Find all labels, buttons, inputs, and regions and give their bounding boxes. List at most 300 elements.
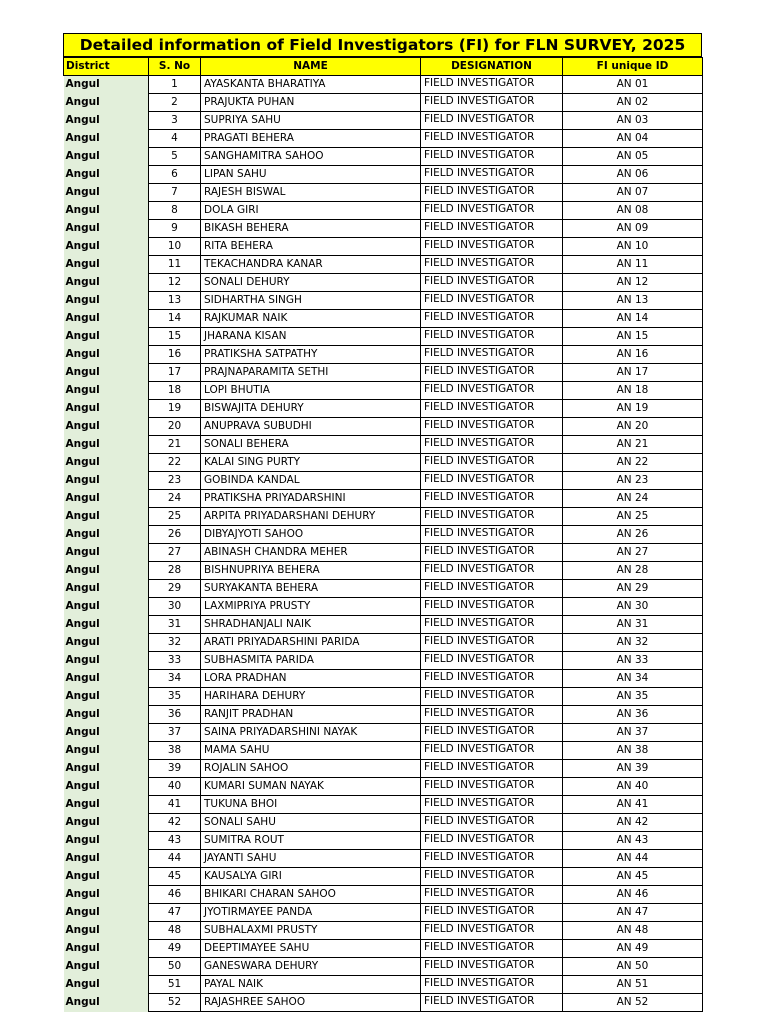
district-cell[interactable]: Angul: [64, 202, 149, 220]
name-cell[interactable]: SUPRIYA SAHU: [201, 112, 421, 130]
fi-id-cell[interactable]: AN 50: [563, 958, 703, 976]
district-cell[interactable]: Angul: [64, 616, 149, 634]
name-cell[interactable]: SAINA PRIYADARSHINI NAYAK: [201, 724, 421, 742]
fi-id-cell[interactable]: AN 22: [563, 454, 703, 472]
district-cell[interactable]: Angul: [64, 850, 149, 868]
fi-id-cell[interactable]: AN 51: [563, 976, 703, 994]
district-cell[interactable]: Angul: [64, 310, 149, 328]
name-cell[interactable]: ROJALIN SAHOO: [201, 760, 421, 778]
designation-cell[interactable]: FIELD INVESTIGATOR: [421, 760, 563, 778]
designation-cell[interactable]: FIELD INVESTIGATOR: [421, 220, 563, 238]
investigators-table: [63, 57, 703, 1012]
district-cell[interactable]: Angul: [64, 886, 149, 904]
designation-cell[interactable]: FIELD INVESTIGATOR: [421, 184, 563, 202]
sno-cell[interactable]: 49: [149, 940, 201, 958]
sno-cell[interactable]: 42: [149, 814, 201, 832]
table-row: [64, 220, 703, 238]
designation-cell[interactable]: FIELD INVESTIGATOR: [421, 544, 563, 562]
district-cell[interactable]: Angul: [64, 346, 149, 364]
district-cell[interactable]: Angul: [64, 994, 149, 1012]
designation-cell[interactable]: FIELD INVESTIGATOR: [421, 796, 563, 814]
sno-cell[interactable]: 14: [149, 310, 201, 328]
fi-id-cell[interactable]: AN 21: [563, 436, 703, 454]
designation-cell[interactable]: FIELD INVESTIGATOR: [421, 436, 563, 454]
name-cell[interactable]: KUMARI SUMAN NAYAK: [201, 778, 421, 796]
fi-id-cell[interactable]: AN 32: [563, 634, 703, 652]
table-row: [64, 166, 703, 184]
fi-id-cell[interactable]: AN 02: [563, 94, 703, 112]
table-row: [64, 508, 703, 526]
designation-cell[interactable]: FIELD INVESTIGATOR: [421, 130, 563, 148]
sno-cell[interactable]: 10: [149, 238, 201, 256]
district-cell[interactable]: Angul: [64, 472, 149, 490]
sno-cell[interactable]: 43: [149, 832, 201, 850]
designation-cell[interactable]: FIELD INVESTIGATOR: [421, 526, 563, 544]
header-district[interactable]: District: [64, 58, 149, 76]
sno-cell[interactable]: 12: [149, 274, 201, 292]
name-cell[interactable]: DIBYAJYOTI SAHOO: [201, 526, 421, 544]
district-cell[interactable]: Angul: [64, 832, 149, 850]
name-cell[interactable]: GOBINDA KANDAL: [201, 472, 421, 490]
district-cell[interactable]: Angul: [64, 508, 149, 526]
name-cell[interactable]: BISWAJITA DEHURY: [201, 400, 421, 418]
designation-cell[interactable]: FIELD INVESTIGATOR: [421, 652, 563, 670]
name-cell[interactable]: PRAJUKTA PUHAN: [201, 94, 421, 112]
district-cell[interactable]: Angul: [64, 274, 149, 292]
table-row: [64, 418, 703, 436]
district-cell[interactable]: Angul: [64, 562, 149, 580]
fi-id-cell[interactable]: AN 13: [563, 292, 703, 310]
fi-id-cell[interactable]: AN 45: [563, 868, 703, 886]
designation-cell[interactable]: FIELD INVESTIGATOR: [421, 940, 563, 958]
designation-cell[interactable]: FIELD INVESTIGATOR: [421, 868, 563, 886]
district-cell[interactable]: Angul: [64, 742, 149, 760]
sno-cell[interactable]: 1: [149, 76, 201, 94]
designation-cell[interactable]: FIELD INVESTIGATOR: [421, 454, 563, 472]
name-cell[interactable]: JYOTIRMAYEE PANDA: [201, 904, 421, 922]
district-cell[interactable]: Angul: [64, 292, 149, 310]
designation-cell[interactable]: FIELD INVESTIGATOR: [421, 922, 563, 940]
table-row: [64, 490, 703, 508]
name-cell[interactable]: ABINASH CHANDRA MEHER: [201, 544, 421, 562]
sno-cell[interactable]: 21: [149, 436, 201, 454]
table-row: [64, 526, 703, 544]
sno-cell[interactable]: 27: [149, 544, 201, 562]
sno-cell[interactable]: 29: [149, 580, 201, 598]
name-cell[interactable]: RITA BEHERA: [201, 238, 421, 256]
district-cell[interactable]: Angul: [64, 976, 149, 994]
table-row: [64, 868, 703, 886]
sno-cell[interactable]: 35: [149, 688, 201, 706]
sno-cell[interactable]: 17: [149, 364, 201, 382]
name-cell[interactable]: TUKUNA BHOI: [201, 796, 421, 814]
fi-id-cell[interactable]: AN 49: [563, 940, 703, 958]
fi-id-cell[interactable]: AN 01: [563, 76, 703, 94]
fi-id-cell[interactable]: AN 39: [563, 760, 703, 778]
designation-cell[interactable]: FIELD INVESTIGATOR: [421, 958, 563, 976]
sno-cell[interactable]: 36: [149, 706, 201, 724]
fi-id-cell[interactable]: AN 23: [563, 472, 703, 490]
fi-id-cell[interactable]: AN 11: [563, 256, 703, 274]
sno-cell[interactable]: 40: [149, 778, 201, 796]
spreadsheet: [63, 33, 702, 1012]
fi-id-cell[interactable]: AN 41: [563, 796, 703, 814]
designation-cell[interactable]: FIELD INVESTIGATOR: [421, 256, 563, 274]
district-cell[interactable]: Angul: [64, 544, 149, 562]
sno-cell[interactable]: 37: [149, 724, 201, 742]
sno-cell[interactable]: 4: [149, 130, 201, 148]
name-cell[interactable]: SANGHAMITRA SAHOO: [201, 148, 421, 166]
table-row: [64, 922, 703, 940]
district-cell[interactable]: Angul: [64, 670, 149, 688]
fi-id-cell[interactable]: AN 07: [563, 184, 703, 202]
sno-cell[interactable]: 30: [149, 598, 201, 616]
fi-id-cell[interactable]: AN 09: [563, 220, 703, 238]
sno-cell[interactable]: 34: [149, 670, 201, 688]
designation-cell[interactable]: FIELD INVESTIGATOR: [421, 472, 563, 490]
sno-cell[interactable]: 2: [149, 94, 201, 112]
name-cell[interactable]: RANJIT PRADHAN: [201, 706, 421, 724]
fi-id-cell[interactable]: AN 31: [563, 616, 703, 634]
sno-cell[interactable]: 22: [149, 454, 201, 472]
designation-cell[interactable]: FIELD INVESTIGATOR: [421, 346, 563, 364]
table-row: [64, 760, 703, 778]
district-cell[interactable]: Angul: [64, 364, 149, 382]
fi-id-cell[interactable]: AN 19: [563, 400, 703, 418]
sno-cell[interactable]: 38: [149, 742, 201, 760]
district-cell[interactable]: Angul: [64, 436, 149, 454]
designation-cell[interactable]: FIELD INVESTIGATOR: [421, 688, 563, 706]
designation-cell[interactable]: FIELD INVESTIGATOR: [421, 112, 563, 130]
fi-id-cell[interactable]: AN 20: [563, 418, 703, 436]
district-cell[interactable]: Angul: [64, 238, 149, 256]
table-row: [64, 148, 703, 166]
designation-cell[interactable]: FIELD INVESTIGATOR: [421, 904, 563, 922]
table-row: [64, 346, 703, 364]
sno-cell[interactable]: 15: [149, 328, 201, 346]
sno-cell[interactable]: 52: [149, 994, 201, 1012]
table-row: [64, 796, 703, 814]
district-cell[interactable]: Angul: [64, 778, 149, 796]
designation-cell[interactable]: FIELD INVESTIGATOR: [421, 976, 563, 994]
district-cell[interactable]: Angul: [64, 184, 149, 202]
designation-cell[interactable]: FIELD INVESTIGATOR: [421, 310, 563, 328]
name-cell[interactable]: HARIHARA DEHURY: [201, 688, 421, 706]
designation-cell[interactable]: FIELD INVESTIGATOR: [421, 814, 563, 832]
fi-id-cell[interactable]: AN 44: [563, 850, 703, 868]
fi-id-cell[interactable]: AN 35: [563, 688, 703, 706]
district-cell[interactable]: Angul: [64, 598, 149, 616]
name-cell[interactable]: BHIKARI CHARAN SAHOO: [201, 886, 421, 904]
name-cell[interactable]: JAYANTI SAHU: [201, 850, 421, 868]
fi-id-cell[interactable]: AN 05: [563, 148, 703, 166]
name-cell[interactable]: SHRADHANJALI NAIK: [201, 616, 421, 634]
sno-cell[interactable]: 39: [149, 760, 201, 778]
name-cell[interactable]: GANESWARA DEHURY: [201, 958, 421, 976]
fi-id-cell[interactable]: AN 12: [563, 274, 703, 292]
designation-cell[interactable]: FIELD INVESTIGATOR: [421, 364, 563, 382]
sno-cell[interactable]: 47: [149, 904, 201, 922]
fi-id-cell[interactable]: AN 10: [563, 238, 703, 256]
name-cell[interactable]: KALAI SING PURTY: [201, 454, 421, 472]
name-cell[interactable]: LOPI BHUTIA: [201, 382, 421, 400]
district-cell[interactable]: Angul: [64, 814, 149, 832]
header-sno[interactable]: S. No: [149, 58, 201, 76]
sno-cell[interactable]: 31: [149, 616, 201, 634]
designation-cell[interactable]: FIELD INVESTIGATOR: [421, 616, 563, 634]
sno-cell[interactable]: 32: [149, 634, 201, 652]
fi-id-cell[interactable]: AN 16: [563, 346, 703, 364]
name-cell[interactable]: AYASKANTA BHARATIYA: [201, 76, 421, 94]
designation-cell[interactable]: FIELD INVESTIGATOR: [421, 562, 563, 580]
district-cell[interactable]: Angul: [64, 904, 149, 922]
designation-cell[interactable]: FIELD INVESTIGATOR: [421, 706, 563, 724]
table-row: [64, 688, 703, 706]
name-cell[interactable]: LORA PRADHAN: [201, 670, 421, 688]
district-cell[interactable]: Angul: [64, 634, 149, 652]
district-cell[interactable]: Angul: [64, 940, 149, 958]
sno-cell[interactable]: 23: [149, 472, 201, 490]
sno-cell[interactable]: 48: [149, 922, 201, 940]
fi-id-cell[interactable]: AN 30: [563, 598, 703, 616]
name-cell[interactable]: PRAGATI BEHERA: [201, 130, 421, 148]
district-cell[interactable]: Angul: [64, 130, 149, 148]
sno-cell[interactable]: 41: [149, 796, 201, 814]
sno-cell[interactable]: 45: [149, 868, 201, 886]
fi-id-cell[interactable]: AN 43: [563, 832, 703, 850]
fi-id-cell[interactable]: AN 28: [563, 562, 703, 580]
sno-cell[interactable]: 50: [149, 958, 201, 976]
header-name[interactable]: NAME: [201, 58, 421, 76]
sno-cell[interactable]: 20: [149, 418, 201, 436]
designation-cell[interactable]: FIELD INVESTIGATOR: [421, 724, 563, 742]
district-cell[interactable]: Angul: [64, 580, 149, 598]
name-cell[interactable]: PRATIKSHA PRIYADARSHINI: [201, 490, 421, 508]
sno-cell[interactable]: 18: [149, 382, 201, 400]
sno-cell[interactable]: 26: [149, 526, 201, 544]
fi-id-cell[interactable]: AN 37: [563, 724, 703, 742]
designation-cell[interactable]: FIELD INVESTIGATOR: [421, 382, 563, 400]
district-cell[interactable]: Angul: [64, 958, 149, 976]
sno-cell[interactable]: 33: [149, 652, 201, 670]
header-fi-id[interactable]: FI unique ID: [563, 58, 703, 76]
designation-cell[interactable]: FIELD INVESTIGATOR: [421, 202, 563, 220]
sno-cell[interactable]: 46: [149, 886, 201, 904]
fi-id-cell[interactable]: AN 06: [563, 166, 703, 184]
name-cell[interactable]: LIPAN SAHU: [201, 166, 421, 184]
district-cell[interactable]: Angul: [64, 400, 149, 418]
fi-id-cell[interactable]: AN 33: [563, 652, 703, 670]
fi-id-cell[interactable]: AN 14: [563, 310, 703, 328]
sno-cell[interactable]: 5: [149, 148, 201, 166]
fi-id-cell[interactable]: AN 03: [563, 112, 703, 130]
designation-cell[interactable]: FIELD INVESTIGATOR: [421, 76, 563, 94]
designation-cell[interactable]: FIELD INVESTIGATOR: [421, 580, 563, 598]
table-row: [64, 328, 703, 346]
sno-cell[interactable]: 6: [149, 166, 201, 184]
fi-id-cell[interactable]: AN 36: [563, 706, 703, 724]
district-cell[interactable]: Angul: [64, 922, 149, 940]
sno-cell[interactable]: 24: [149, 490, 201, 508]
designation-cell[interactable]: FIELD INVESTIGATOR: [421, 670, 563, 688]
fi-id-cell[interactable]: AN 25: [563, 508, 703, 526]
table-row: [64, 202, 703, 220]
name-cell[interactable]: TEKACHANDRA KANAR: [201, 256, 421, 274]
sno-cell[interactable]: 25: [149, 508, 201, 526]
sno-cell[interactable]: 19: [149, 400, 201, 418]
district-cell[interactable]: Angul: [64, 328, 149, 346]
fi-id-cell[interactable]: AN 34: [563, 670, 703, 688]
district-cell[interactable]: Angul: [64, 148, 149, 166]
name-cell[interactable]: BISHNUPRIYA BEHERA: [201, 562, 421, 580]
designation-cell[interactable]: FIELD INVESTIGATOR: [421, 634, 563, 652]
table-row: [64, 238, 703, 256]
district-cell[interactable]: Angul: [64, 166, 149, 184]
table-row: [64, 292, 703, 310]
name-cell[interactable]: RAJASHREE SAHOO: [201, 994, 421, 1012]
fi-id-cell[interactable]: AN 26: [563, 526, 703, 544]
designation-cell[interactable]: FIELD INVESTIGATOR: [421, 850, 563, 868]
name-cell[interactable]: MAMA SAHU: [201, 742, 421, 760]
designation-cell[interactable]: FIELD INVESTIGATOR: [421, 832, 563, 850]
name-cell[interactable]: KAUSALYA GIRI: [201, 868, 421, 886]
district-cell[interactable]: Angul: [64, 796, 149, 814]
table-row: [64, 382, 703, 400]
name-cell[interactable]: SONALI DEHURY: [201, 274, 421, 292]
fi-id-cell[interactable]: AN 24: [563, 490, 703, 508]
fi-id-cell[interactable]: AN 04: [563, 130, 703, 148]
name-cell[interactable]: SIDHARTHA SINGH: [201, 292, 421, 310]
district-cell[interactable]: Angul: [64, 220, 149, 238]
district-cell[interactable]: Angul: [64, 382, 149, 400]
district-cell[interactable]: Angul: [64, 760, 149, 778]
designation-cell[interactable]: FIELD INVESTIGATOR: [421, 886, 563, 904]
name-cell[interactable]: SUBHASMITA PARIDA: [201, 652, 421, 670]
table-row: [64, 706, 703, 724]
sno-cell[interactable]: 28: [149, 562, 201, 580]
designation-cell[interactable]: FIELD INVESTIGATOR: [421, 328, 563, 346]
table-row: [64, 886, 703, 904]
name-cell[interactable]: DOLA GIRI: [201, 202, 421, 220]
name-cell[interactable]: ARATI PRIYADARSHINI PARIDA: [201, 634, 421, 652]
sno-cell[interactable]: 8: [149, 202, 201, 220]
table-row: [64, 832, 703, 850]
fi-id-cell[interactable]: AN 42: [563, 814, 703, 832]
header-designation[interactable]: DESIGNATION: [421, 58, 563, 76]
table-row: [64, 274, 703, 292]
table-row: [64, 850, 703, 868]
fi-id-cell[interactable]: AN 08: [563, 202, 703, 220]
name-cell[interactable]: SUMITRA ROUT: [201, 832, 421, 850]
district-cell[interactable]: Angul: [64, 94, 149, 112]
sno-cell[interactable]: 11: [149, 256, 201, 274]
name-cell[interactable]: ANUPRAVA SUBUDHI: [201, 418, 421, 436]
designation-cell[interactable]: FIELD INVESTIGATOR: [421, 400, 563, 418]
fi-id-cell[interactable]: AN 40: [563, 778, 703, 796]
table-row: [64, 778, 703, 796]
name-cell[interactable]: PAYAL NAIK: [201, 976, 421, 994]
fi-id-cell[interactable]: AN 29: [563, 580, 703, 598]
district-cell[interactable]: Angul: [64, 868, 149, 886]
table-row: [64, 742, 703, 760]
name-cell[interactable]: JHARANA KISAN: [201, 328, 421, 346]
name-cell[interactable]: PRAJNAPARAMITA SETHI: [201, 364, 421, 382]
district-cell[interactable]: Angul: [64, 454, 149, 472]
sno-cell[interactable]: 13: [149, 292, 201, 310]
name-cell[interactable]: SONALI SAHU: [201, 814, 421, 832]
name-cell[interactable]: SURYAKANTA BEHERA: [201, 580, 421, 598]
name-cell[interactable]: ARPITA PRIYADARSHANI DEHURY: [201, 508, 421, 526]
designation-cell[interactable]: FIELD INVESTIGATOR: [421, 166, 563, 184]
fi-id-cell[interactable]: AN 46: [563, 886, 703, 904]
table-row: [64, 724, 703, 742]
designation-cell[interactable]: FIELD INVESTIGATOR: [421, 994, 563, 1012]
name-cell[interactable]: BIKASH BEHERA: [201, 220, 421, 238]
district-cell[interactable]: Angul: [64, 688, 149, 706]
fi-id-cell[interactable]: AN 38: [563, 742, 703, 760]
fi-id-cell[interactable]: AN 47: [563, 904, 703, 922]
name-cell[interactable]: RAJESH BISWAL: [201, 184, 421, 202]
designation-cell[interactable]: FIELD INVESTIGATOR: [421, 742, 563, 760]
fi-id-cell[interactable]: AN 27: [563, 544, 703, 562]
table-row: [64, 580, 703, 598]
district-cell[interactable]: Angul: [64, 652, 149, 670]
fi-id-cell[interactable]: AN 15: [563, 328, 703, 346]
designation-cell[interactable]: FIELD INVESTIGATOR: [421, 418, 563, 436]
designation-cell[interactable]: FIELD INVESTIGATOR: [421, 778, 563, 796]
designation-cell[interactable]: FIELD INVESTIGATOR: [421, 238, 563, 256]
table-row: [64, 652, 703, 670]
district-cell[interactable]: Angul: [64, 526, 149, 544]
sno-cell[interactable]: 51: [149, 976, 201, 994]
designation-cell[interactable]: FIELD INVESTIGATOR: [421, 274, 563, 292]
district-cell[interactable]: Angul: [64, 724, 149, 742]
district-cell[interactable]: Angul: [64, 76, 149, 94]
fi-id-cell[interactable]: AN 48: [563, 922, 703, 940]
name-cell[interactable]: PRATIKSHA SATPATHY: [201, 346, 421, 364]
name-cell[interactable]: SONALI BEHERA: [201, 436, 421, 454]
table-row: [64, 958, 703, 976]
sheet-title: Detailed information of Field Investigators (FI) for FLN SURVEY, 2025: [63, 33, 702, 57]
name-cell[interactable]: RAJKUMAR NAIK: [201, 310, 421, 328]
district-cell[interactable]: Angul: [64, 112, 149, 130]
table-row: [64, 994, 703, 1012]
name-cell[interactable]: SUBHALAXMI PRUSTY: [201, 922, 421, 940]
sno-cell[interactable]: 16: [149, 346, 201, 364]
designation-cell[interactable]: FIELD INVESTIGATOR: [421, 490, 563, 508]
sno-cell[interactable]: 44: [149, 850, 201, 868]
name-cell[interactable]: LAXMIPRIYA PRUSTY: [201, 598, 421, 616]
district-cell[interactable]: Angul: [64, 706, 149, 724]
sno-cell[interactable]: 7: [149, 184, 201, 202]
designation-cell[interactable]: FIELD INVESTIGATOR: [421, 94, 563, 112]
designation-cell[interactable]: FIELD INVESTIGATOR: [421, 598, 563, 616]
name-cell[interactable]: DEEPTIMAYEE SAHU: [201, 940, 421, 958]
designation-cell[interactable]: FIELD INVESTIGATOR: [421, 508, 563, 526]
designation-cell[interactable]: FIELD INVESTIGATOR: [421, 292, 563, 310]
district-cell[interactable]: Angul: [64, 418, 149, 436]
district-cell[interactable]: Angul: [64, 256, 149, 274]
fi-id-cell[interactable]: AN 52: [563, 994, 703, 1012]
table-row: [64, 256, 703, 274]
table-row: [64, 184, 703, 202]
sno-cell[interactable]: 9: [149, 220, 201, 238]
fi-id-cell[interactable]: AN 18: [563, 382, 703, 400]
designation-cell[interactable]: FIELD INVESTIGATOR: [421, 148, 563, 166]
fi-id-cell[interactable]: AN 17: [563, 364, 703, 382]
sno-cell[interactable]: 3: [149, 112, 201, 130]
district-cell[interactable]: Angul: [64, 490, 149, 508]
